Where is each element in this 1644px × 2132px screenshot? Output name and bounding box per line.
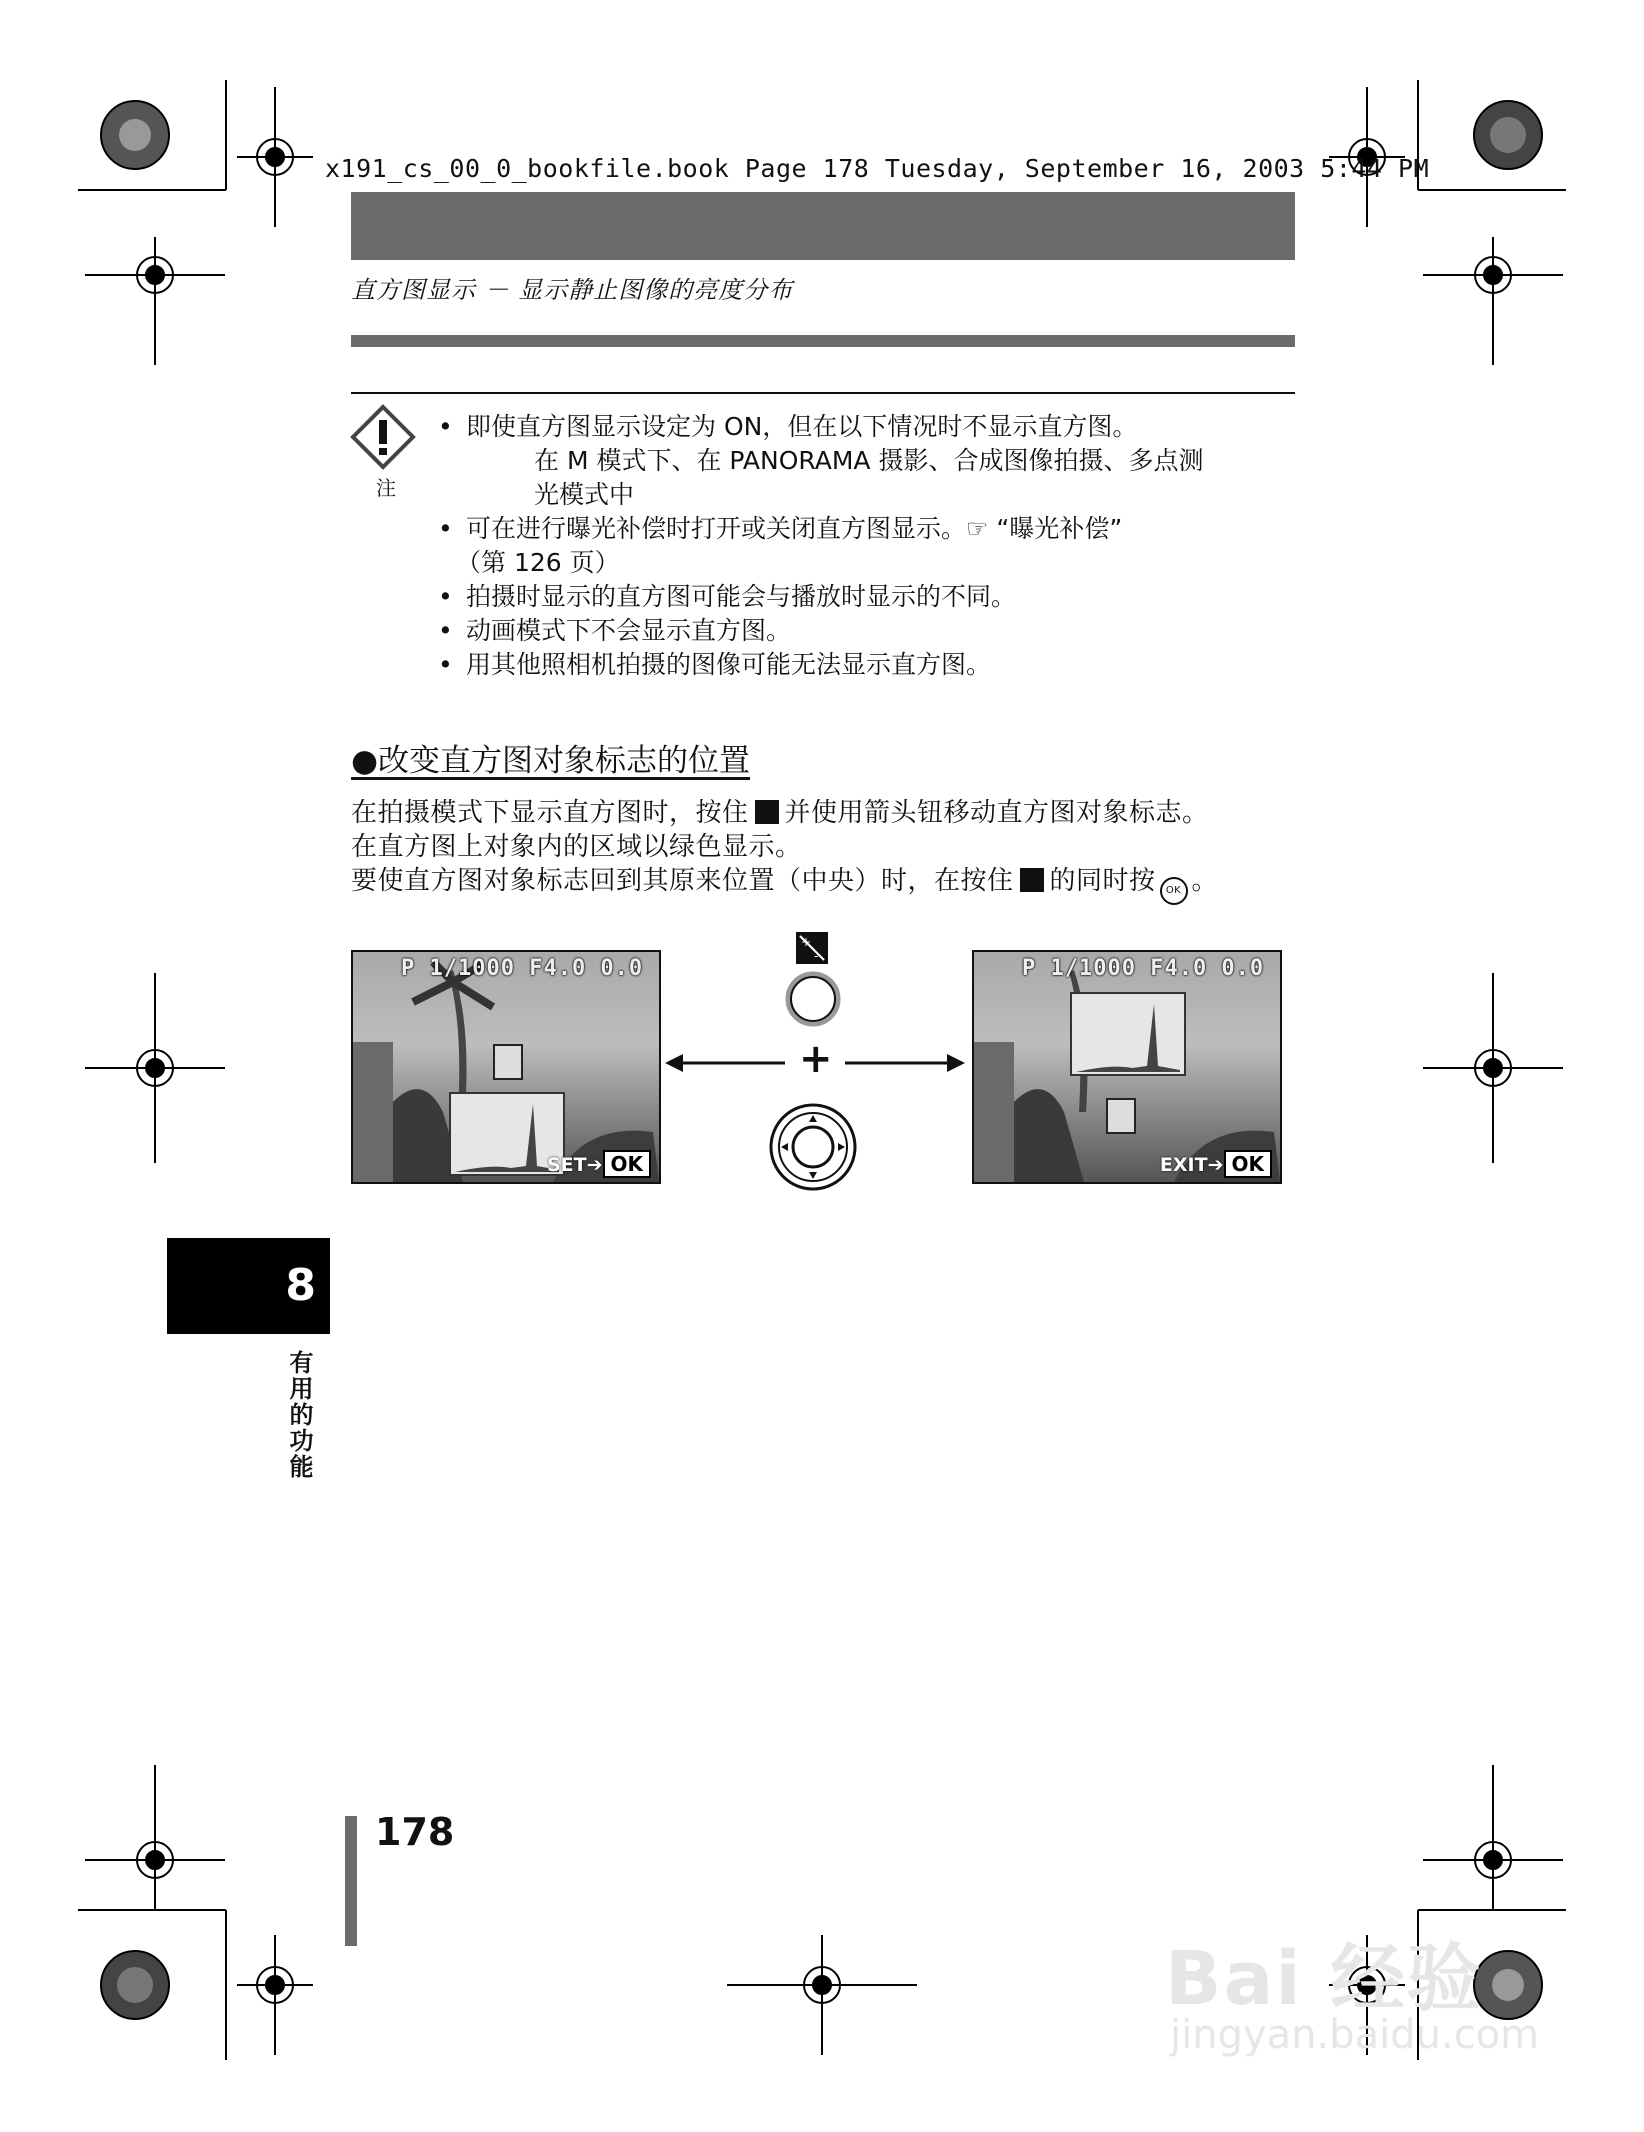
- histogram-target-mark: [493, 1044, 523, 1080]
- lcd-info-right: P 1/1000 F4.0 0.0: [1022, 956, 1265, 981]
- svg-text:-: -: [814, 949, 819, 963]
- paragraph: 要使直方图对象标志回到其原来位置（中央）时，在按住 的同时按 OK 。: [351, 860, 1218, 905]
- histogram-target-mark: [1106, 1098, 1136, 1134]
- paragraph: 在直方图上对象内的区域以绿色显示。: [351, 832, 802, 862]
- watermark-url: jingyan.baidu.com: [1170, 2012, 1540, 2058]
- divider-line: [351, 392, 1295, 394]
- page-number-bar: [345, 1816, 357, 1946]
- watermark-logo: Bai 经验: [1165, 1936, 1483, 2022]
- exit-ok-hint: EXIT➔ OK: [1160, 1150, 1272, 1178]
- chapter-tab: 8: [167, 1238, 330, 1334]
- list-item: （第 126 页）: [456, 548, 620, 577]
- list-item: • 动画模式下不会显示直方图。: [438, 616, 792, 645]
- arrow-pad-icon: [768, 1102, 858, 1192]
- paragraph: 在拍摄模式下显示直方图时，按住 并使用箭头钮移动直方图对象标志。: [351, 798, 1209, 828]
- svg-text:+: +: [801, 935, 812, 949]
- header-bar: [351, 192, 1295, 260]
- list-item: 在 M 模式下、在 PANORAMA 摄影、合成图像拍摄、多点测: [534, 446, 1204, 475]
- list-item: • 可在进行曝光补偿时打开或关闭直方图显示。☞ “曝光补偿”: [438, 514, 1123, 543]
- note-label: 注: [376, 476, 396, 500]
- page-number: 178: [375, 1810, 455, 1854]
- ok-button-icon: OK: [1160, 877, 1188, 905]
- button-circle-icon: [784, 970, 842, 1028]
- chapter-title: 有用的功能: [285, 1350, 313, 1480]
- exposure-button-icon: [755, 800, 779, 824]
- file-header-line: x191_cs_00_0_bookfile.book Page 178 Tuesday, September 16, 2003 5:44 PM: [325, 154, 1430, 183]
- lcd-info-left: P 1/1000 F4.0 0.0: [401, 956, 644, 981]
- list-item: 光模式中: [534, 480, 635, 509]
- plus-sign: +: [799, 1036, 833, 1082]
- exposure-button-icon: [796, 932, 828, 964]
- lcd-screen-left: [351, 950, 661, 1184]
- lcd-screen-right: [972, 950, 1282, 1184]
- set-ok-hint: SET➔ OK: [547, 1150, 651, 1178]
- note-list: [438, 410, 1298, 682]
- list-item: • 用其他照相机拍摄的图像可能无法显示直方图。: [438, 650, 992, 679]
- histogram-box: [1070, 992, 1186, 1076]
- page-subtitle: 直方图显示 － 显示静止图像的亮度分布: [351, 276, 794, 304]
- exposure-button-icon: [1020, 868, 1044, 892]
- divider-bar: [351, 335, 1295, 347]
- list-item: • 即使直方图显示设定为 ON，但在以下情况时不显示直方图。: [438, 412, 1138, 441]
- list-item: • 拍摄时显示的直方图可能会与播放时显示的不同。: [438, 582, 1017, 611]
- section-title: ●改变直方图对象标志的位置: [351, 743, 751, 779]
- caution-icon: [350, 404, 416, 470]
